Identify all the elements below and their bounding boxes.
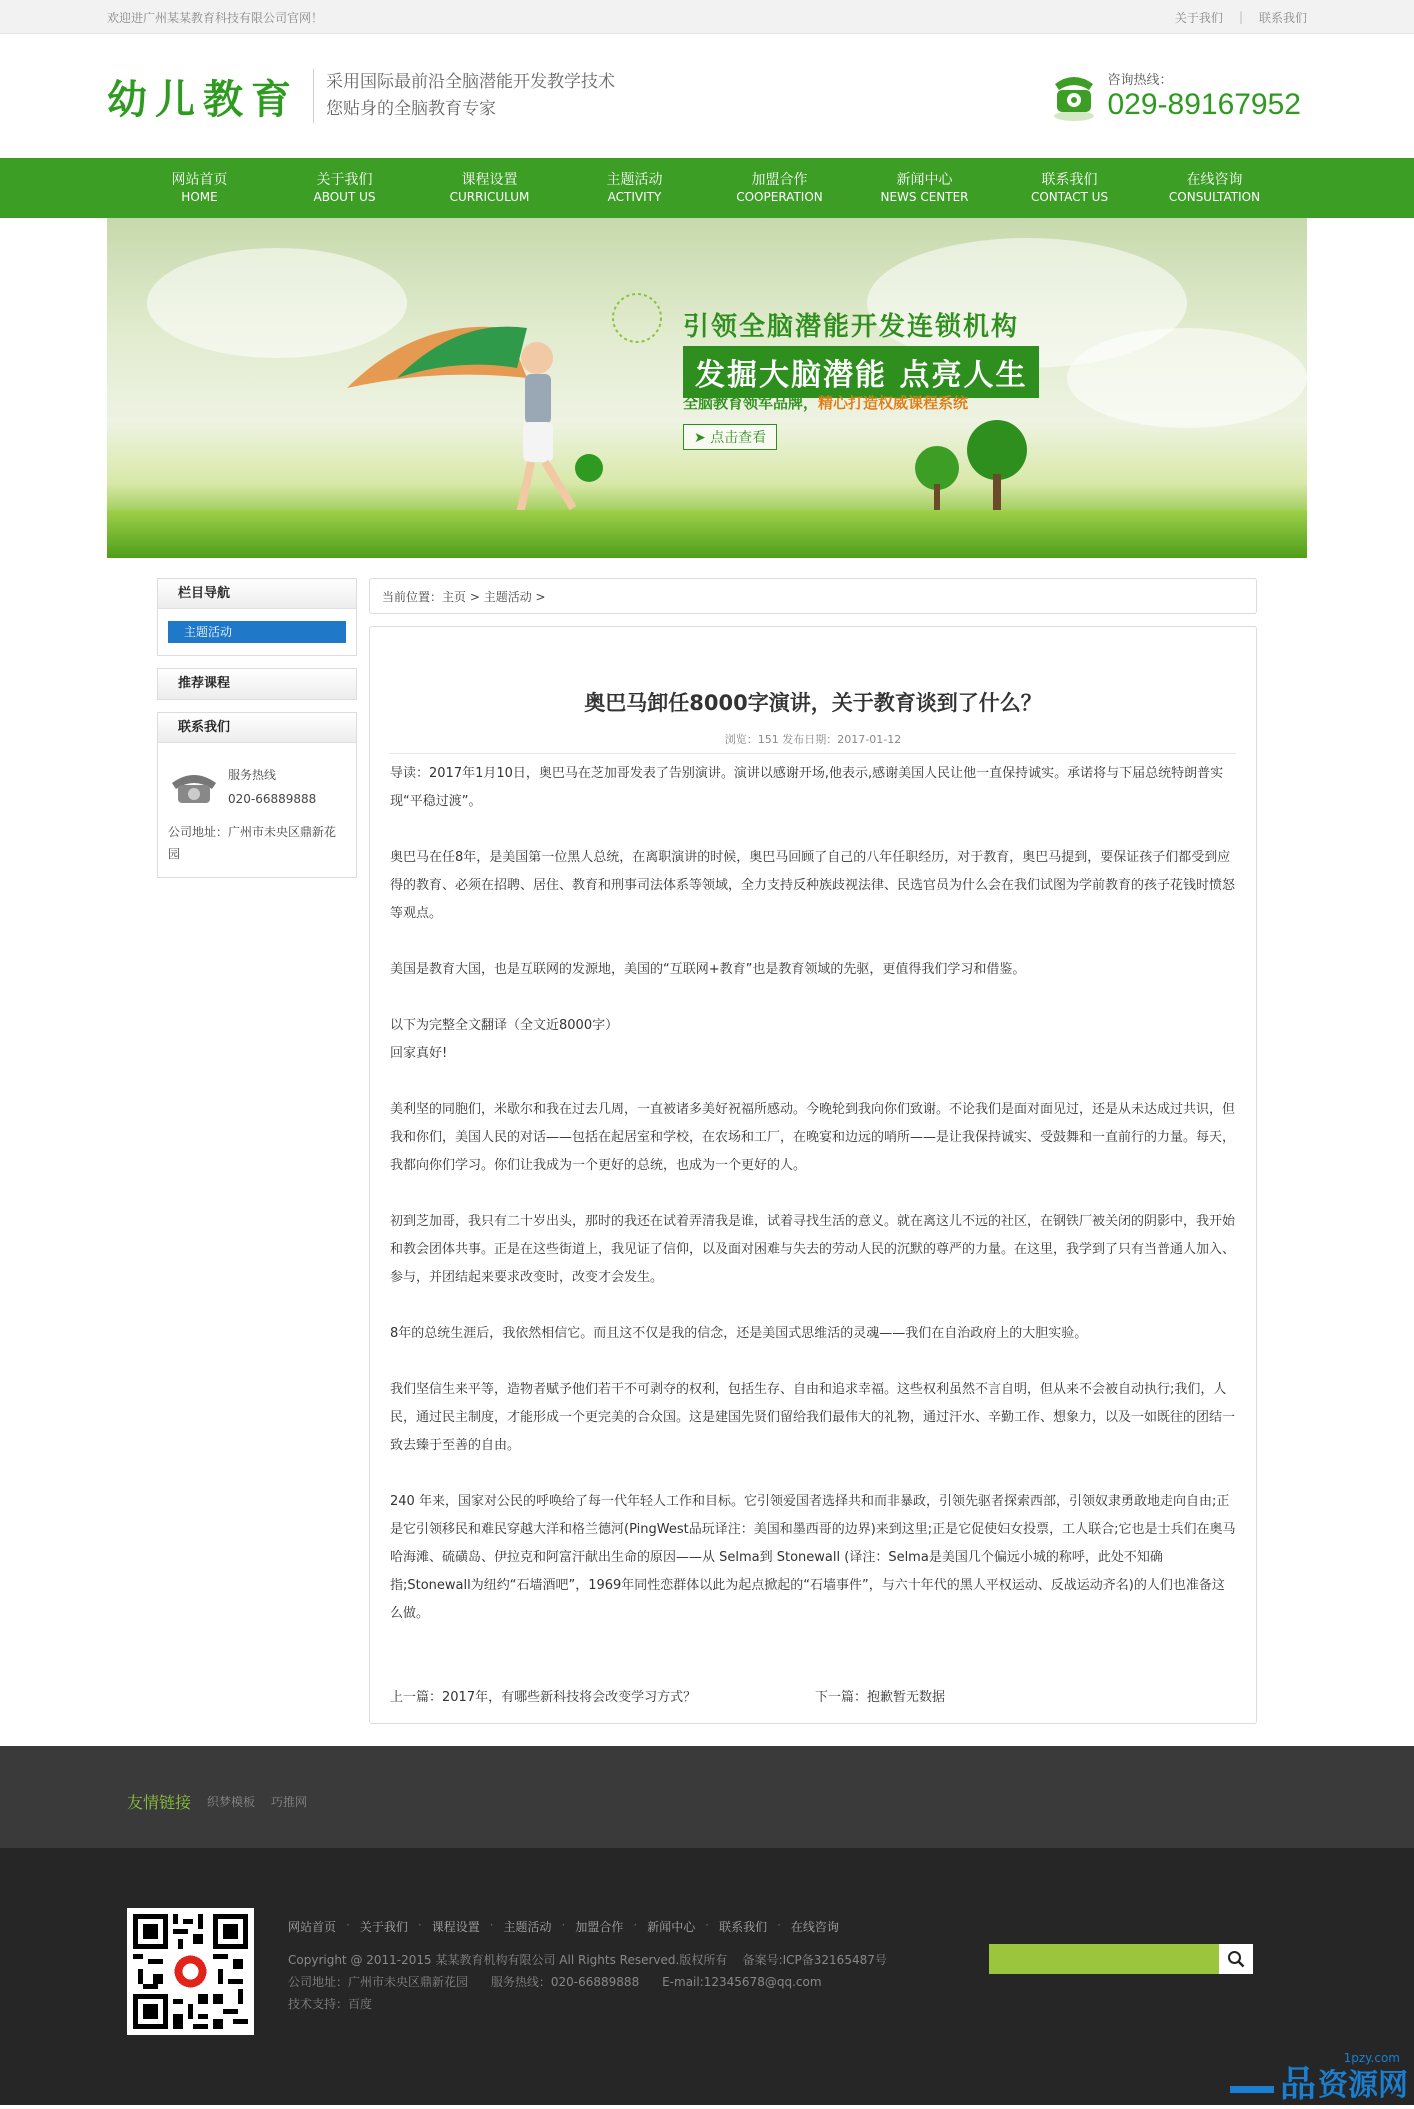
article-prev-next <box>390 1686 1236 1705</box>
article-column <box>369 578 1257 1724</box>
footer-nav-home[interactable]: 网站首页 <box>288 1920 337 1934</box>
sidebar-nav-box <box>157 578 357 656</box>
phone-icon <box>1049 68 1099 122</box>
nav-item-label: 关于我们 <box>316 172 373 188</box>
article-paragraph: 我们坚信生来平等，造物者赋予他们若干不可剥夺的权利，包括生存、自由和追求幸福。这些权利虽然不言自明，但从来不会被自动执行;我们，人民，通过民主制度，才能形成一个更完美的合众国。这是建国先贤们留给我们最伟大的礼物，通过汗水、辛勤工作、想象力，以及一如既往的团结一致去臻于至善的自由。 <box>390 1382 1236 1453</box>
watermark-pin: 品 <box>1279 2064 1316 2105</box>
prev-article-link[interactable]: 上一篇：2017年，有哪些新科技将会改变学习方式？ <box>390 1690 697 1705</box>
top-link-about[interactable]: 关于我们 <box>1174 10 1223 25</box>
search-button[interactable] <box>1219 1944 1253 1974</box>
breadcrumb-home[interactable]: 主页 <box>442 590 467 604</box>
article-paragraph: 初到芝加哥，我只有二十岁出头，那时的我还在试着弄清我是谁，试着寻找生活的意义。就在离这儿不远的社区，在钢铁厂被关闭的阴影中，我开始和教会团体共事。正是在这些街道上，我见证了信仰，以及面对困难与失去的劳动人民的沉默的尊严的力量。在这里，我学到了只有当普通人加入、参与，并团结起来要求改变时，改变才会发生。 <box>390 1214 1236 1285</box>
article-paragraph: 8年的总统生涯后，我依然相信它。而且这不仅是我的信念，还是美国式思维活的灵魂——我们在自治政府上的大胆实验。 <box>390 1326 1088 1341</box>
top-links <box>1175 9 1307 26</box>
watermark-yi <box>1230 2086 1274 2093</box>
next-article-link[interactable]: 下一篇：抱歉暂无数据 <box>815 1690 946 1705</box>
nav-item-label: 联系我们 <box>1041 172 1098 188</box>
footer-nav-dot: · <box>633 1918 638 1932</box>
article-paragraph: 导读：2017年1月10日，奥巴马在芝加哥发表了告别演讲。演讲以感谢开场,他表示,感谢美国人民让他一直保持诚实。承诺将与下届总统特朗普实现“平稳过渡”。 <box>390 766 1224 809</box>
nav-item-sublabel: CONTACT US <box>1030 190 1109 204</box>
sidebar-nav-title: 栏目导航 <box>158 579 356 609</box>
article-paragraph: 美国是教育大国，也是互联网的发源地，美国的“互联网+教育”也是教育领域的先驱，更值得我们学习和借鉴。 <box>390 962 1026 977</box>
footer-nav-activity[interactable]: 主题活动 <box>503 1920 552 1934</box>
banner-title: 发掘大脑潜能 点亮人生 <box>683 346 1039 398</box>
slogan-line-2: 您贴身的全脑教育专家 <box>326 99 496 119</box>
nav-item-sublabel: CURRICULUM <box>449 190 530 204</box>
article-meta: 浏览：151 发布日期：2017-01-12 <box>390 731 1236 754</box>
article <box>369 626 1257 1724</box>
sidebar-recommend-box <box>157 668 357 700</box>
footer-nav-dot: · <box>417 1918 422 1932</box>
sidebar-contact-title: 联系我们 <box>158 713 356 743</box>
breadcrumb-tail: > <box>531 590 546 604</box>
nav-item-sublabel: NEWS CENTER <box>880 190 969 204</box>
sidebar <box>157 578 357 1724</box>
hotline-number: 029-89167952 <box>1107 87 1301 121</box>
site-header <box>0 34 1414 158</box>
friend-links-bar <box>0 1746 1414 1848</box>
grass-strip <box>107 510 1307 558</box>
company-address: 公司地址：广州市未央区鼎新花园 <box>168 825 337 861</box>
nav-item-consultation[interactable] <box>1142 158 1287 218</box>
welcome-text: 欢迎进广州某某教育科技有限公司官网！ <box>107 10 324 25</box>
nav-item-sublabel: ACTIVITY <box>607 190 662 204</box>
search-input[interactable] <box>989 1944 1219 1974</box>
search-icon <box>1227 1950 1245 1968</box>
footer-support: 技术支持：百度 <box>288 1997 373 2011</box>
watermark-logo <box>1230 2051 1408 2105</box>
main-content-area <box>157 578 1257 1724</box>
friend-link[interactable]: 巧推网 <box>271 1795 308 1809</box>
footer-nav-dot: · <box>561 1918 566 1932</box>
service-label: 服务热线 <box>228 768 277 782</box>
nav-item-label: 加盟合作 <box>751 172 808 188</box>
nav-item-cooperation[interactable] <box>707 158 852 218</box>
footer-search <box>989 1944 1253 1974</box>
nav-item-activity[interactable] <box>562 158 707 218</box>
nav-item-sublabel: COOPERATION <box>736 190 823 204</box>
sidebar-recommend-title[interactable]: 推荐课程 <box>158 669 356 699</box>
nav-item-label: 主题活动 <box>606 172 663 188</box>
footer-nav-cooperation[interactable]: 加盟合作 <box>575 1920 624 1934</box>
telephone-icon <box>168 769 220 805</box>
breadcrumb-current[interactable]: 主题活动 <box>483 590 532 604</box>
hero-banner[interactable] <box>107 218 1307 558</box>
nav-item-label: 在线咨询 <box>1186 172 1243 188</box>
breadcrumb-separator: > <box>466 590 484 604</box>
cloud-shape <box>1067 328 1307 428</box>
site-footer <box>0 1848 1414 2105</box>
footer-nav-about[interactable]: 关于我们 <box>359 1920 408 1934</box>
main-nav <box>0 158 1414 218</box>
breadcrumb <box>369 578 1257 614</box>
footer-nav-curriculum[interactable]: 课程设置 <box>431 1920 480 1934</box>
site-slogan <box>313 69 615 123</box>
nav-item-news[interactable] <box>852 158 997 218</box>
watermark-domain: 1pzy.com <box>1343 2051 1400 2065</box>
sidebar-item-activity[interactable]: 主题活动 <box>168 621 346 643</box>
article-paragraph: 240 年来，国家对公民的呼唤给了每一代年轻人工作和目标。它引领爱国者选择共和而非暴政，引领先驱者探索西部，引领奴隶勇敢地走向自由;正是它引领移民和难民穿越大洋和格兰德河(PingWest品玩译注：美国和墨西哥的边界)来到这里;正是它促使妇女投票，工人联合;它也是士兵们在奥马哈海滩、硫磺岛、伊拉克和阿富汗献出生命的原因——从 Selma到 Stonewall (译注：Selma是美国几个偏远小城的称呼，此处不知确指;Stonewall为纽约“石墙酒吧”，1969年同性恋群体以此为起点掀起的“石墙事件”，与六十年代的黑人平权运动、反战运动齐名)的人们也准备这么做。 <box>390 1494 1236 1621</box>
footer-address: 公司地址：广州市未央区鼎新花园 服务热线：020-66889888 E-mail:12345678@qq.com <box>288 1975 822 1989</box>
banner-view-button[interactable] <box>683 424 777 450</box>
friend-link[interactable]: 织梦模板 <box>207 1795 256 1809</box>
nav-item-sublabel: CONSULTATION <box>1168 190 1261 204</box>
nav-item-home[interactable] <box>127 158 272 218</box>
footer-nav-news[interactable]: 新闻中心 <box>647 1920 696 1934</box>
banner-tagline <box>683 392 968 413</box>
article-paragraph: 回家真好! <box>390 1046 448 1061</box>
top-link-separator: | <box>1238 10 1243 24</box>
footer-copyright: Copyright @ 2011-2015 某某教育机构有限公司 All Rights Reserved.版权所有 备案号:ICP备32165487号 <box>288 1953 887 1967</box>
banner-tagline-a: 全脑教育领军品牌， <box>683 394 819 412</box>
nav-item-label: 网站首页 <box>171 172 228 188</box>
breadcrumb-prefix: 当前位置： <box>382 590 443 604</box>
article-body <box>390 760 1236 1628</box>
sidebar-contact-box <box>157 712 357 878</box>
nav-item-label: 课程设置 <box>461 172 518 188</box>
footer-info <box>288 1908 887 2035</box>
banner-tagline-b: 精心打造权威课程系统 <box>818 394 969 412</box>
nav-item-curriculum[interactable] <box>417 158 562 218</box>
top-bar <box>0 0 1414 34</box>
nav-item-sublabel: ABOUT US <box>313 190 376 204</box>
play-arrow-icon: ➤ <box>694 430 711 446</box>
service-phone: 020-66889888 <box>228 792 317 806</box>
footer-nav-dot: · <box>705 1918 710 1932</box>
footer-nav <box>288 1918 887 1935</box>
banner-view-label: 点击查看 <box>710 430 767 446</box>
footer-nav-dot: · <box>777 1918 781 1932</box>
banner-headline: 引领全脑潜能开发连锁机构 <box>683 312 1020 342</box>
qr-code-image <box>133 1914 248 2029</box>
slogan-line-1: 采用国际最前沿全脑潜能开发教学技术 <box>326 72 615 92</box>
article-paragraph: 以下为完整全文翻译（全文近8000字） <box>390 1018 619 1033</box>
footer-nav-dot: · <box>489 1918 494 1932</box>
top-link-contact[interactable]: 联系我们 <box>1258 10 1307 25</box>
article-title: 奥巴马卸任8000字演讲，关于教育谈到了什么？ <box>584 691 1042 715</box>
footer-nav-contact[interactable]: 联系我们 <box>719 1920 768 1934</box>
site-logo[interactable]: 幼儿教育 <box>107 75 299 123</box>
hotline-label: 咨询热线： <box>1107 72 1173 88</box>
nav-item-about[interactable] <box>272 158 417 218</box>
nav-item-sublabel: HOME <box>181 190 218 204</box>
article-paragraph: 美利坚的同胞们，米歇尔和我在过去几周，一直被诸多美好祝福所感动。今晚轮到我向你们致谢。不论我们是面对面见过，还是从未达成过共识，但我和你们，美国人民的对话——包括在起居室和学校，在农场和工厂，在晚宴和边远的哨所——是让我保持诚实、受鼓舞和一直前行的力量。每天，我都向你们学习。你们让我成为一个更好的总统，也成为一个更好的人。 <box>390 1102 1236 1173</box>
nav-item-label: 新闻中心 <box>896 172 953 188</box>
friend-links-title: 友情链接 <box>127 1793 192 1812</box>
article-paragraph: 奥巴马在任8年，是美国第一位黑人总统，在离职演讲的时候，奥巴马回顾了自己的八年任职经历，对于教育，奥巴马提到，要保证孩子们都受到应得的教育、必须在招聘、居住、教育和刑事司法体系等领域，全力支持反种族歧视法律、民选官员为什么会在我们试图为学前教育的孩子花钱时愤怒等观点。 <box>390 850 1236 921</box>
qr-code <box>127 1908 254 2035</box>
watermark-res: 资源网 <box>1318 2068 1408 2103</box>
footer-nav-dot: · <box>346 1918 350 1932</box>
footer-nav-consultation[interactable]: 在线咨询 <box>790 1920 839 1934</box>
nav-item-contact[interactable] <box>997 158 1142 218</box>
hotline <box>1049 68 1301 122</box>
